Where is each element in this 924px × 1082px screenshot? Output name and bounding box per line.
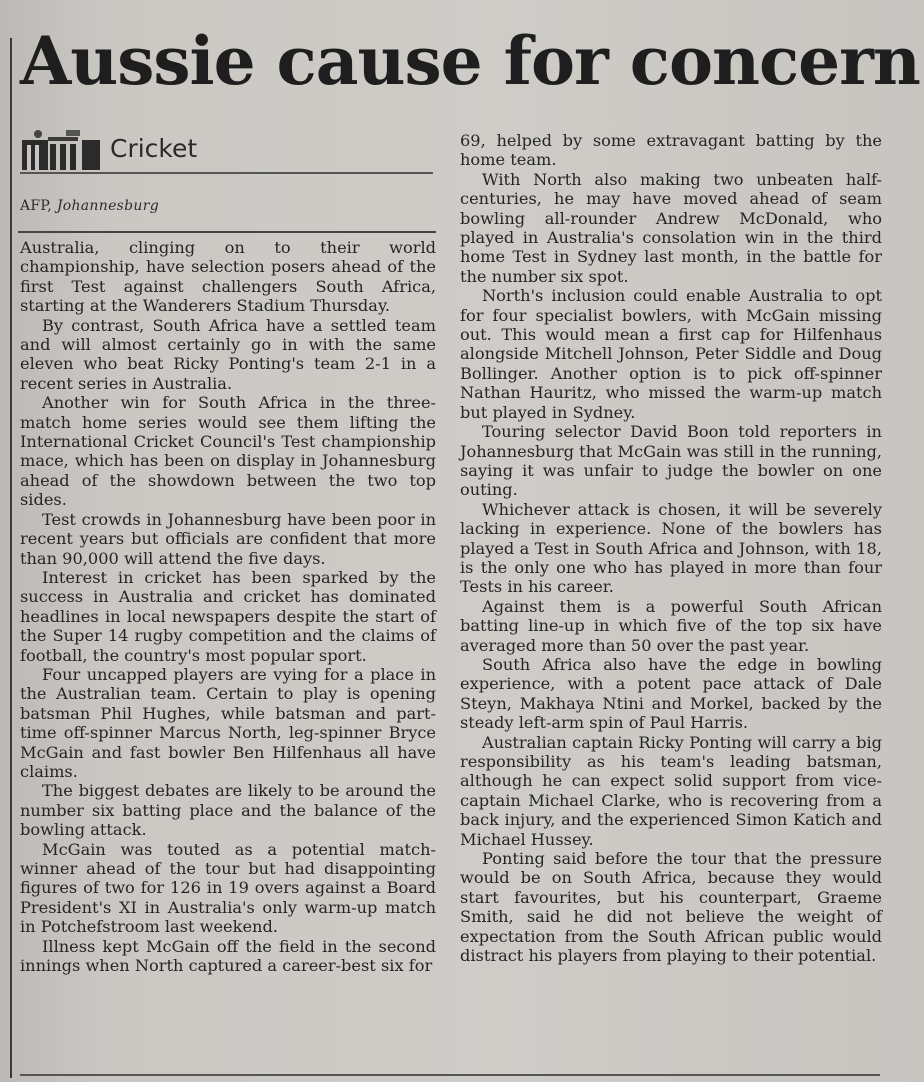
paragraph: Ponting said before the tour that the pressure would be on South Africa, because they would start favourites, but his counterpart, Graeme Smith, said he did not believe the weight of expectation from the South African public would distract his players from playing to their potential. <box>460 849 882 966</box>
paragraph: Four uncapped players are vying for a place in the Australian team. Certain to play is opening batsman Phil Hughes, while batsman and part-time off-spinner Marcus North, leg-spinner Bryce McGain and fast bowler Ben Hilfenhaus all have claims. <box>20 664 436 781</box>
byline-agency: AFP, <box>20 198 53 214</box>
paragraph: Whichever attack is chosen, it will be severely lacking in experience. None of the bowlers has played a Test in South Africa and Johnson, with 18, is the only one who has played in more than four Tests in his career. <box>460 499 882 597</box>
paragraph: Australian captain Ricky Ponting will carry a big responsibility as his team's leading batsman, although he can expect solid support from vice-captain Michael Clarke, who is recovering from a back injury, and the experienced Simon Katich and Michael Hussey. <box>460 732 882 849</box>
paragraph: South Africa also have the edge in bowling experience, with a potent pace attack of Dale Steyn, Makhaya Ntini and Morkel, backed by the steady left-arm spin of Paul Harris. <box>460 654 882 733</box>
cricket-stumps-icon <box>20 128 102 172</box>
paragraph: North's inclusion could enable Australia to opt for four specialist bowlers, with McGain missing out. This would mean a first cap for Hilfenhaus alongside Mitchell Johnson, Peter Siddle and Doug Bollinger. Another option is to pick off-spinner Nathan Hauritz, who missed the warm-up match but played in Sydney. <box>460 286 882 422</box>
byline-rule <box>18 231 436 233</box>
byline <box>20 198 435 214</box>
paragraph: The biggest debates are likely to be around the number six batting place and the balance of the bowling attack. <box>20 781 436 840</box>
paragraph: Against them is a powerful South African batting line-up in which five of the top six have averaged more than 50 over the past year. <box>460 596 882 655</box>
article-column-1 <box>20 238 436 975</box>
bottom-rule <box>20 1074 880 1076</box>
section-kicker <box>20 128 435 176</box>
paragraph: Another win for South Africa in the three-match home series would see them lifting the International Cricket Council's Test championship mace, which has been on display in Johannesburg ahead of the showdown between the two top sides. <box>20 393 436 510</box>
column-rule <box>10 38 12 1078</box>
headline: Aussie cause for concern <box>20 22 920 100</box>
article-column-2 <box>460 131 882 965</box>
kicker-rule <box>20 172 433 174</box>
byline-city: Johannesburg <box>56 198 159 214</box>
paragraph: 69, helped by some extravagant batting by the home team. <box>460 131 882 170</box>
paragraph: Interest in cricket has been sparked by the success in Australia and cricket has dominated headlines in local newspapers despite the start of the Super 14 rugby competition and the claims of football, the country's most popular sport. <box>20 567 436 665</box>
paragraph: By contrast, South Africa have a settled team and will almost certainly go in with the same eleven who beat Ricky Ponting's team 2-1 in a recent series in Australia. <box>20 315 436 393</box>
paragraph: McGain was touted as a potential match-winner ahead of the tour but had disappointing figures of two for 126 in 19 overs against a Board President's XI in Australia's only warm-up match in Potchefstroom last weekend. <box>20 839 436 937</box>
paragraph: Test crowds in Johannesburg have been poor in recent years but officials are confident that more than 90,000 will attend the five days. <box>20 509 436 568</box>
paragraph: Australia, clinging on to their world championship, have selection posers ahead of the first Test against challengers South Africa, starting at the Wanderers Stadium Thursday. <box>20 238 436 316</box>
section-label: Cricket <box>110 134 198 163</box>
paragraph: Touring selector David Boon told reporters in Johannesburg that McGain was still in the running, saying it was unfair to judge the bowler on one outing. <box>460 422 882 500</box>
paragraph: With North also making two unbeaten half-centuries, he may have moved ahead of seam bowling all-rounder Andrew McDonald, who played in Australia's consolation win in the third home Test in Sydney last month, in the battle for the number six spot. <box>460 169 882 286</box>
paragraph: Illness kept McGain off the field in the second innings when North captured a career-best six for <box>20 936 436 976</box>
